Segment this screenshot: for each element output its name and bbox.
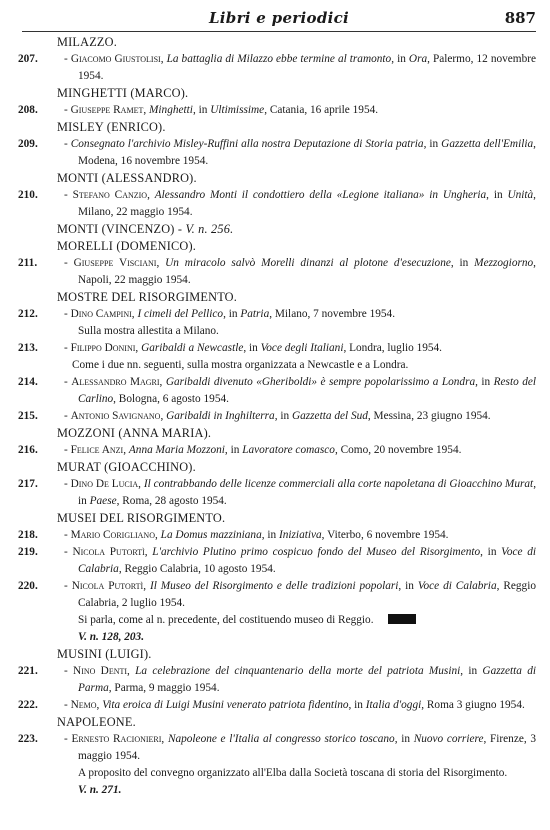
section-heading: MINGHETTI (MARCO). [57,86,189,100]
running-title: Libri e periodici [208,9,350,27]
entry-publication: , Catania, 16 aprile 1954. [264,104,379,116]
bibliography-entry: 218. - Mario Corigliano, La Domus mazziniana, in Iniziativa, Viterbo, 6 novembre 1954. [12,527,536,544]
entry-publication: , Palermo, 12 novembre 1954. [78,53,536,82]
entry-publication: , Roma 3 giugno 1954. [421,699,525,711]
entry-number: 209. [18,138,38,150]
entry-source: Voce di Calabria [78,546,536,575]
entry-note [12,612,536,629]
entry-source: Gazzetta di Parma [78,665,536,694]
entry-connector: , in [223,308,241,320]
entry-author: Giacomo Giustolisi [70,53,161,65]
entry-author: Dino De Lucia [70,478,139,490]
entry-connector: , in [224,444,243,456]
entry-author: Felice Anzi [70,444,124,456]
entry-connector: , in [460,665,483,677]
entry-number: 220. [18,580,38,592]
entry-title: Vita eroica di Luigi Musini venerato patriota fidentino [102,699,349,711]
entry-number: 216. [18,444,38,456]
entry-source: Nuovo corriere [413,733,484,745]
entry-title: Il Museo del Risorgimento e delle tradizioni popolari [149,580,399,592]
entry-title: Garibaldi in Inghilterra [166,410,275,422]
entry-source: Patria [240,308,270,320]
bibliography-entry: 211. - Giuseppe Visciani, Un miracolo salvò Morelli dinanzi al plotone d'esecuzione, in Mezzogiorno, Napoli, 22 maggio 1954. [18,257,536,286]
entry-publication: , Milano, 22 maggio 1954. [78,189,536,218]
entry-author: Giuseppe Visciani [73,257,157,269]
redaction-mark [388,614,416,624]
entry-publication: , Modena, 16 novembre 1954. [78,138,536,167]
entry-number: 212. [18,308,38,320]
entry-author: Nemo [70,699,97,711]
entry-number: 207. [18,53,38,65]
entry-connector: , in [398,580,418,592]
cross-reference: V. n. 128, 203. [78,631,145,643]
entry-connector: , in [475,376,494,388]
entry-title: Un miracolo salvò Morelli dinanzi al plotone d'esecuzione [165,257,451,269]
entry-author: Nicola Putortì [71,580,144,592]
entry-publication: , Como, 20 novembre 1954. [334,444,462,456]
entry-publication: , Bologna, 6 agosto 1954. [113,393,229,405]
note-text: Si parla, come al n. precedente, del costituendo museo di Reggio. [78,614,374,626]
entry-connector: , in [78,478,537,507]
entry-connector: , in [274,410,292,422]
entry-number: 222. [18,699,38,711]
entry-author: Giuseppe Ramet [70,104,144,116]
entry-source: Voce degli Italiani [260,342,344,354]
bibliography-entry: 222. - Nemo, Vita eroica di Luigi Musini venerato patriota fidentino, in Italia d'oggi, Roma 3 giugno 1954. [12,697,536,714]
entry-author: Filippo Donini [70,342,136,354]
entry-author: Stefano Canzio [72,189,148,201]
entry-author: Antonio Savignano [70,410,161,422]
entry-publication: , Viterbo, 6 novembre 1954. [321,529,449,541]
entry-source: Ultimissime [210,104,265,116]
entry-source: Resto del Carlino [78,376,536,405]
entry-title: Consegnato l'archivio Misley-Ruffini alla nostra Deputazione di Storia patria [70,138,424,150]
entry-publication: , Napoli, 22 maggio 1954. [78,257,536,286]
entry-source: Gazzetta dell'Emilia [441,138,534,150]
entry-author: Ernesto Racionieri [71,733,162,745]
section-heading: MOZZONI (ANNA MARIA). [57,426,212,440]
section-heading: MUSEI DEL RISORGIMENTO. [57,511,226,525]
bibliography-entry: 212. - Dino Campini, I cimeli del Pellico, in Patria, Milano, 7 novembre 1954. [12,306,536,323]
entry-title: Garibaldi a Newcastle [141,342,244,354]
entry-number: 214. [18,376,38,388]
entry-connector: , in [486,189,508,201]
section-heading: MORELLI (DOMENICO). [57,239,197,253]
entry-connector: , in [480,546,502,558]
heading-text: MONTI (VINCENZO) [57,222,175,236]
entry-author: Nicola Putortì [72,546,145,558]
entry-connector: , in [192,104,211,116]
section-heading: NAPOLEONE. [57,715,136,729]
entry-number: 217. [18,478,38,490]
bibliography-entry: 210. - Stefano Canzio, Alessandro Monti il condottiero della «Legione italiana» in Ungheria, in Unità, Milano, 22 maggio 1954. [18,189,536,218]
entry-author: Mario Corigliano [70,529,155,541]
bibliography-entry: 207. - Giacomo Giustolisi, La battaglia di Milazzo ebbe termine al tramonto, in Ora, Palermo, 12 novembre 1954. [18,53,536,82]
entry-title: Napoleone e l'Italia al congresso storico toscano [167,733,395,745]
entry-note: Sulla mostra allestita a Milano. [78,325,219,337]
header-rule [22,31,536,32]
bibliography-entry: 220. - Nicola Putortì, Il Museo del Risorgimento e delle tradizioni popolari, in Voce di Calabria, Reggio Calabria, 2 luglio 1954. [18,580,536,609]
entry-connector: , in [391,53,409,65]
entry-author: Dino Campini [70,308,132,320]
entry-publication: , Reggio Calabria, 2 luglio 1954. [78,580,536,609]
section-heading: MOSTRE DEL RISORGIMENTO. [57,290,238,304]
section-heading: MUSINI (LUIGI). [57,647,152,661]
section-heading: MURAT (GIOACCHINO). [57,460,196,474]
entry-source: Unità [507,189,534,201]
entry-publication: , Reggio Calabria, 10 agosto 1954. [118,563,276,575]
page-header [22,6,536,30]
entry-source: Paese [89,495,117,507]
entry-title: Minghetti [149,104,193,116]
entry-number: 219. [18,546,38,558]
entry-connector: , in [394,733,414,745]
section-heading: MISLEY (ENRICO). [57,120,166,134]
entry-title: La Domus mazziniana [160,529,262,541]
page-number: 887 [504,9,536,27]
entry-note: Come i due nn. seguenti, sulla mostra organizzata a Newcastle e a Londra. [72,359,409,371]
entry-number: 218. [18,529,38,541]
entry-title: Anna Maria Mozzoni [128,444,225,456]
section-heading: MILAZZO. [57,35,117,49]
entry-title: L'archivio Plutino primo cospicuo fondo del Museo del Risorgimento [152,546,481,558]
bibliography-entry: 223. - Ernesto Racionieri, Napoleone e l'Italia al congresso storico toscano, in Nuovo corriere, Firenze, 3 maggio 1954. [18,733,536,762]
entry-source: Ora [408,53,428,65]
entry-title: La celebrazione del cinquantenario della morte del patriota Musini [135,665,461,677]
entry-number: 210. [18,189,38,201]
bibliography-entry: 217. - Dino De Lucia, Il contrabbando delle licenze commerciali alla corte napoletana di Gioacchino Murat, in Paese, Roma, 28 agosto 1954. [18,478,537,507]
entry-title: Il contrabbando delle licenze commerciali alla corte napoletana di Gioacchino Murat [143,478,534,490]
entry-author: Nino Denti [73,665,128,677]
entry-number: 221. [18,665,38,677]
entry-number: 215. [18,410,38,422]
entry-number: 211. [18,257,38,269]
entry-source: Italia d'oggi [365,699,422,711]
entry-source: Mezzogiorno [474,257,534,269]
entry-source: Lavoratore comasco [242,444,335,456]
entry-publication: , Roma, 28 agosto 1954. [116,495,227,507]
bibliography-entry: 213. - Filippo Donini, Garibaldi a Newcastle, in Voce degli Italiani, Londra, luglio 1954. [12,340,536,357]
bibliography-entry: 214. - Alessandro Magri, Garibaldi divenuto «Gheriboldi» è sempre popolarissimo a Londra, in Resto del Carlino, Bologna, 6 agosto 1954. [18,376,536,405]
section-heading [12,221,536,238]
entry-number: 223. [18,733,38,745]
cross-reference: - V. n. 256. [174,222,234,236]
entry-publication: , Londra, luglio 1954. [343,342,442,354]
entry-connector: , in [261,529,279,541]
entry-connector: , in [450,257,475,269]
entry-publication: , Milano, 7 novembre 1954. [269,308,396,320]
entry-note: A proposito del convegno organizzato all'Elba dalla Società toscana di storia del Risorgimento. [78,767,508,779]
entry-title: Garibaldi divenuto «Gheriboldi» è sempre popolarissimo a Londra [165,376,476,388]
entry-number: 213. [18,342,38,354]
entry-publication: , Parma, 9 maggio 1954. [108,682,220,694]
entry-source: Voce di Calabria [417,580,497,592]
entry-title: La battaglia di Milazzo ebbe termine al tramonto [166,53,392,65]
bibliography-entry: 219. - Nicola Putortì, L'archivio Plutino primo cospicuo fondo del Museo del Risorgimento, in Voce di Calabria, Reggio Calabria, 10 agosto 1954. [18,546,536,575]
bibliography-entry: 216. - Felice Anzi, Anna Maria Mozzoni, in Lavoratore comasco, Como, 20 novembre 1954. [12,442,536,459]
entry-connector: , in [348,699,366,711]
entry-number: 208. [18,104,38,116]
entry-title: I cimeli del Pellico [137,308,224,320]
bibliography-entry: 221. - Nino Denti, La celebrazione del cinquantenario della morte del patriota Musini, in Gazzetta di Parma, Parma, 9 maggio 1954. [18,665,536,694]
section-heading: MONTI (ALESSANDRO). [57,171,197,185]
bibliography-list [12,34,536,799]
entry-publication: , Firenze, 3 maggio 1954. [78,733,536,762]
cross-reference: V. n. 271. [78,784,122,796]
bibliography-entry: 208. - Giuseppe Ramet, Minghetti, in Ultimissime, Catania, 16 aprile 1954. [12,102,536,119]
entry-source: Iniziativa [278,529,322,541]
entry-source: Gazzetta del Sud [291,410,368,422]
entry-publication: , Messina, 23 giugno 1954. [367,410,491,422]
bibliography-entry: 215. - Antonio Savignano, Garibaldi in Inghilterra, in Gazzetta del Sud, Messina, 23 giugno 1954. [12,408,536,425]
entry-connector: , in [243,342,261,354]
entry-author: Alessandro Magri [71,376,160,388]
entry-title: Alessandro Monti il condottiero della «Legione italiana» in Ungheria [154,189,487,201]
entry-connector: , in [423,138,442,150]
bibliography-entry: 209. - Consegnato l'archivio Misley-Ruffini alla nostra Deputazione di Storia patria, in Gazzetta dell'Emilia, Modena, 16 novembre 1954. [18,138,536,167]
